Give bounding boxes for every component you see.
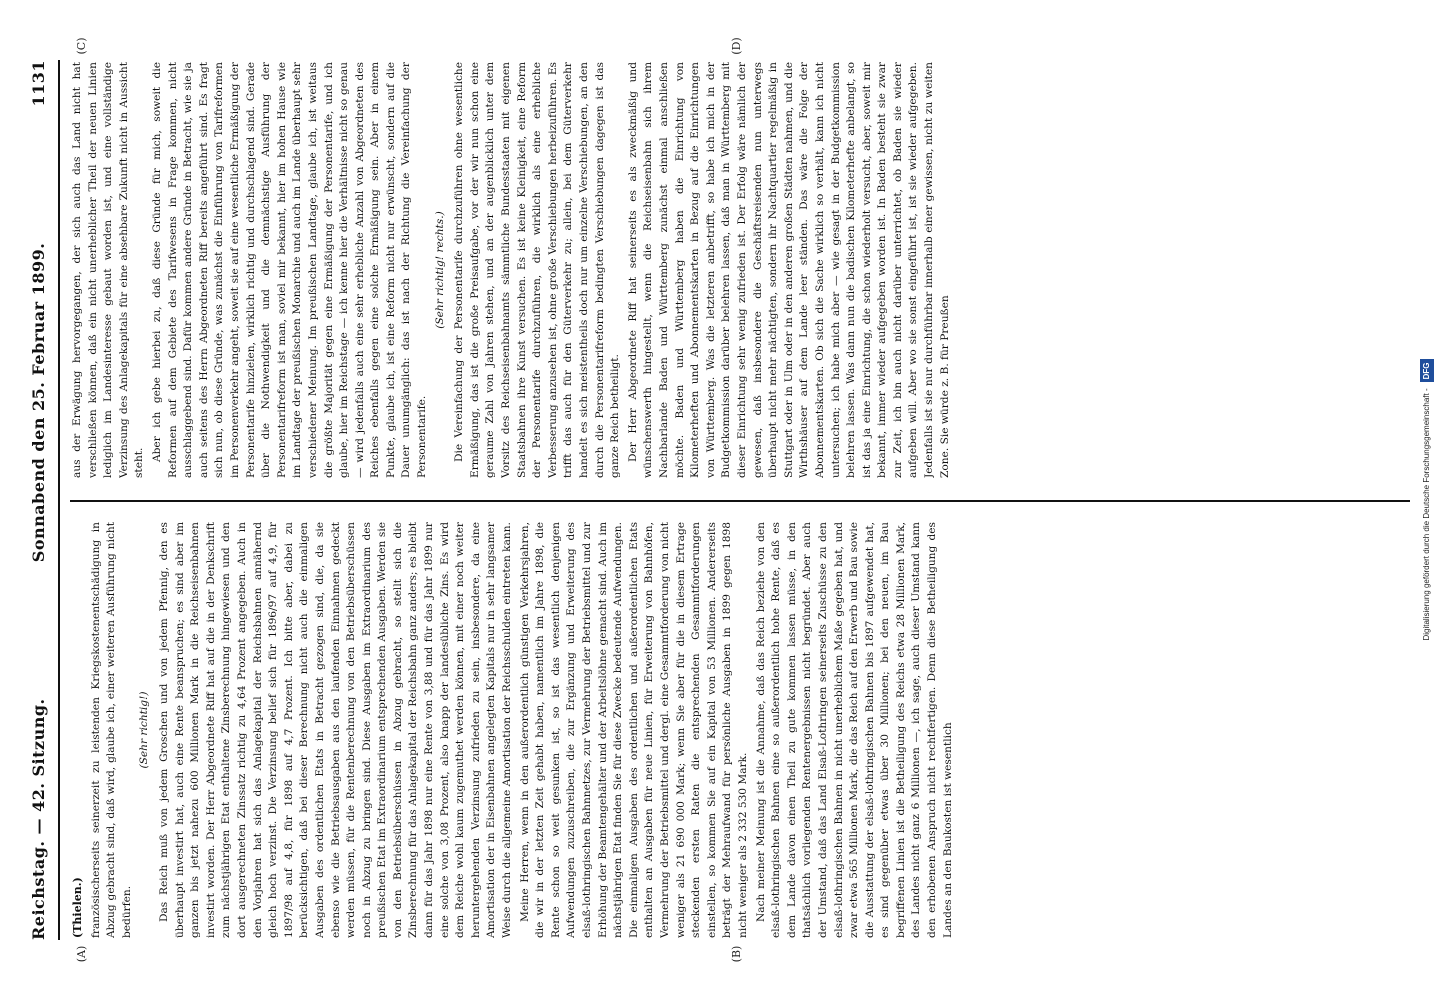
credit-text-line bbox=[1420, 0, 1434, 1000]
header-rule bbox=[58, 60, 60, 940]
digitization-credit bbox=[1420, 0, 1434, 1000]
left-paragraph-4: Nach meiner Meinung ist die Annahme, daß das Reich beziehe von den elsaß-lothringischen Bahnen eine so außerordentlich hohe Rente, daß es dem Lande davon einen Theil zu gute kommen lassen müsse, in den thatsächlich vorliegenden Rentenergebnissen nicht begründet. Aber auch der Umstand, daß das Land Elsaß-Lothringen seinerseits Zuschüsse zu den elsaß-lothringischen Bahnen in nicht unerheblichem Maße gegeben hat, und zwar etwa 565 Millionen Mark, die das Reich auf den Erwerb und Bau sowie die Ausstattung der elsaß-lothringischen Bahnen bis 1897 aufgewendet hat, es sind gegenüber etwas über 30 Millionen; bei den neuen, im Bau begriffenen Linien ist die Betheiligung des Reichs etwa 28 Millionen Mark, des Landes nicht ganz 6 Millionen —, ich sage, auch dieser Umstand kann den erhobenen Anspruch nicht rechtfertigen. Denn diese Betheiligung des Landes an den Baukosten ist wesentlich bbox=[754, 522, 954, 938]
right-paragraph-1: aus der Erwägung hervorgegangen, der sich auch das Land nicht hat verschließen können, daß ein nicht unerheblicher Theil der neuen Linien lediglich im Landesinteresse gebaut worden ist, und eine vollständige Verzinsung des Anlagekapitals für eine absehbare Zukunft nicht in Aussicht steht. bbox=[71, 62, 146, 478]
margin-marker-b: (B) bbox=[730, 945, 743, 963]
margin-marker-c: (C) bbox=[75, 37, 88, 55]
right-aside-1: (Sehr richtig! rechts.) bbox=[433, 211, 446, 329]
left-paragraph-1: französischerseits seinerzeit zu leistenden Kriegskostenentschädigung in Abzug gebracht sind, daß wird, glaube ich, einer weiteren Ausführung nicht bedürfen. bbox=[89, 522, 133, 938]
left-paragraph-3: Meine Herren, wenn in den außerordentlich günstigen Verkehrsjahren, die wir in der letzten Zeit gehabt haben, namentlich im Jahre 1898, die Rente schon so weit gesunken ist, so ist das wesentlich denjenigen Aufwendungen zuzuschreiben, die zur Ergänzung und Erweiterung des elsaß-lothringischen Bahnnetzes, zur Vermehrung der Betriebsmittel und zur Erhöhung der Beamtengehälter und der Arbeitslöhne gemacht sind. Auch im nächstjährigen Etat finden Sie für diese Zwecke bedeutende Aufwendungen. Die einmaligen Ausgaben des ordentlichen und außerordentlichen Etats enthalten an Ausgaben für neue Linien, für Erweiterung von Bahnhöfen, Vermehrung der Betriebsmittel und dergl. eine Gesammtforderung von nicht weniger als 21 690 000 Mark; wenn Sie aber für die in diesem Ertrage steckenden ersten Raten die entsprechenden Gesammtforderungen einstellen, so kommen Sie auf ein Kapital von 53 Millionen. Andererseits beträgt der Mehraufwand für persönliche Ausgaben in 1899 gegen 1898 nicht weniger als 2 332 530 Mark. bbox=[518, 522, 749, 938]
left-paragraph-2: Das Reich muß von jedem Groschen und von jedem Pfennig, den es überhaupt investirt hat, auch eine Rente beanspruchen; es sind aber im ganzen bis jetzt nahezu 600 Millionen Mark in die Reichseisenbahnen investirt worden. Der Herr Abgeordnete Riff hat auf die in der Denkschrift zum nächstjährigen Etat enthaltene Zinsberechnung hingewiesen und den dort ausgerechneten Zinssatz richtig zu 4,64 Prozent angegeben. Auch in den Vorjahren hat sich das Anlagekapital der Reichsbahnen annähernd gleich hoch verzinst. Die Verzinsung belief sich für 1896/97 auf 4,9, für 1897/98 auf 4,8, für 1898 auf 4,7 Prozent. Ich bitte aber, dabei zu berücksichtigen, daß bei dieser Berechnung nicht auch die einmaligen Ausgaben des ordentlichen Etats in Betracht gezogen sind, die, da sie ebenso wie die Betriebsausgaben aus den laufenden Einnahmen gedeckt werden müssen, für die Rentenberechnung von den Betriebsüberschüssen noch in Abzug zu bringen sind. Diese Ausgaben im Extraordinarium des preußischen Etat im Extraordinarium entsprechenden Ausgaben. Werden sie von den Betriebsüberschüssen in Abzug gebracht, so stellt sich die Zinsberechnung für das Anlagekapital der Reichsbahn ganz anders; es bleibt dann für das Jahr 1898 nur eine Rente von 3,88 und für das Jahr 1899 nur eine solche von 3,08 Prozent, also knapp der landesübliche Zins. Es wird dem Reiche wohl kaum zugemuthet werden können, mit einer noch weiter heruntergehenden Verzinsung zufrieden zu sein, insbesondere, da eine Amortisation der in Eisenbahnen angelegten Kapitals nur in sehr langsamer Weise durch die allgemeine Amortisation der Reichsschulden eintreten kann. bbox=[157, 522, 514, 938]
credit-text: Digitalisierung gefördert durch die Deutsche Forschungsgemeinschaft - bbox=[1422, 388, 1431, 641]
column-divider bbox=[70, 500, 1410, 502]
margin-marker-a: (A) bbox=[75, 945, 88, 963]
left-aside-1: (Sehr richtig!) bbox=[138, 691, 151, 769]
right-paragraph-4: Der Herr Abgeordnete Riff hat seinerseits es als zweckmäßig und wünschenswerth hingestellt, wenn die Reichseisenbahn sich ihrem Nachbarlande Baden und Württemberg zunächst einmal anschließen möchte. Baden und Württemberg haben die Einrichtung von Kilometerheften und Abonnementskarten in Bezug auf die Einrichtungen von Württemberg. Was die letzteren anbetrifft, so habe ich mich in der Budgetkommission darüber belehren lassen, daß man in Württemberg mit dieser Einrichtung sehr wenig zufrieden ist. Der Erfolg wäre nämlich der gewesen, daß insbesondere die Geschäftsreisenden nun unterwegs überhaupt nicht mehr nächtigten, sondern ihr Nachtquartier regelmäßig in Stuttgart oder in Ulm oder in den anderen großen Städten nahmen, und die Wirthshäuser auf dem Lande leer ständen. Das wäre die Folge der Abonnementskarten. Ob sich die Sache wirklich so verhält, kann ich nicht untersuchen; ich habe mich aber — wie gesagt in der Budgetkommission belehren lassen. Was dann nun die badischen Kilometerhefte anbelangt, so ist das ja eine Einrichtung, die schon wiederholt versucht, aber, soweit mir bekannt, immer wieder aufgegeben worden ist. In Baden besteht sie zwar zur Zeit, ich bin auch nicht darüber unterrichtet, ob Baden sie wieder aufgeben will. Aber wo sie sonst eingeführt ist, ist sie wieder aufgegeben. Jedenfalls ist sie nur durchführbar innerhalb einer gewissen, nicht zu weiten Zone. Sie würde z. B. für Preußen bbox=[626, 62, 951, 478]
header-left: Reichstag. — 42. Sitzung. bbox=[28, 698, 48, 940]
speaker-label: (Thielen.) bbox=[71, 877, 84, 938]
page-header bbox=[22, 60, 54, 940]
left-column bbox=[70, 522, 1410, 938]
margin-marker-d: (D) bbox=[730, 37, 743, 55]
right-paragraph-3: Die Vereinfachung der Personentarife durchzuführen ohne wesentliche Ermäßigung, das ist die große Preisaufgabe, vor der wir nun schon eine geraume Zahl von Jahren stehen, und an der augenblicklich unter dem Vorsitz des Reichseisenbahnamts sämmtliche Bundesstaaten mit eigenen Staatsbahnen ihre Kunst versuchen. Es ist keine Kleinigkeit, eine Reform der Personentarife durchzuführen, die wirklich als eine erhebliche Verbesserung anzusehen ist, ohne große Verschiebungen herbeizuführen. Es trifft das auch für den Güterverkehr zu; allein, bei dem Güterverkehr handelt es sich meistentheils doch nur um einzelne Verschiebungen, an den durch die Personentarifreform bedingten Verschiebungen dagegen ist das ganze Reich betheiligt. bbox=[453, 62, 622, 478]
dfg-logo: DFG bbox=[1420, 359, 1434, 382]
right-column bbox=[70, 62, 1410, 478]
right-paragraph-2: Aber ich gebe hierbei zu, daß diese Gründe für mich, soweit die Reformen auf dem Gebiete des Tarifwesens in Frage kommen, nicht ausschlaggebend sind. Dafür kommen andere Gründe in Betracht, wie sie ja auch seitens des Herrn Abgeordneten Riff bereits angeführt sind. Es fragt sich nun, ob diese Gründe, was zunächst die Einführung von Tarifreformen im Personenverkehr angeht, soweit sie auf eine wesentliche Ermäßigung der Personentarife hinzielen, wirklich richtig und durchschlagend sind. Gerade über die Nothwendigkeit und die demnächstige Ausführung der Personentarifreform ist man, soviel mir bekannt, hier im hohen Hause wie im Landtage der preußischen Monarchie und auch im Lande überhaupt sehr verschiedener Meinung. Im preußischen Landtage, glaube ich, ist weitaus die größte Majorität gegen eine Ermäßigung der Personentarife, und ich glaube, hier im Reichstage — ich kenne hier die Verhältnisse nicht so genau — wird jedenfalls auch eine sehr erhebliche Anzahl von Abgeordneten des Reiches ebenfalls gegen eine solche Ermäßigung sein. Aber in einem Punkte, glaube ich, ist eine Reform nicht nur erwünscht, sondern auf die Dauer unumgänglich: das ist nach der Richtung die Vereinfachung der Personentarife. bbox=[150, 62, 429, 478]
header-date: Sonnabend den 25. Februar 1899. bbox=[28, 242, 48, 563]
page-number: 1131 bbox=[28, 60, 48, 107]
